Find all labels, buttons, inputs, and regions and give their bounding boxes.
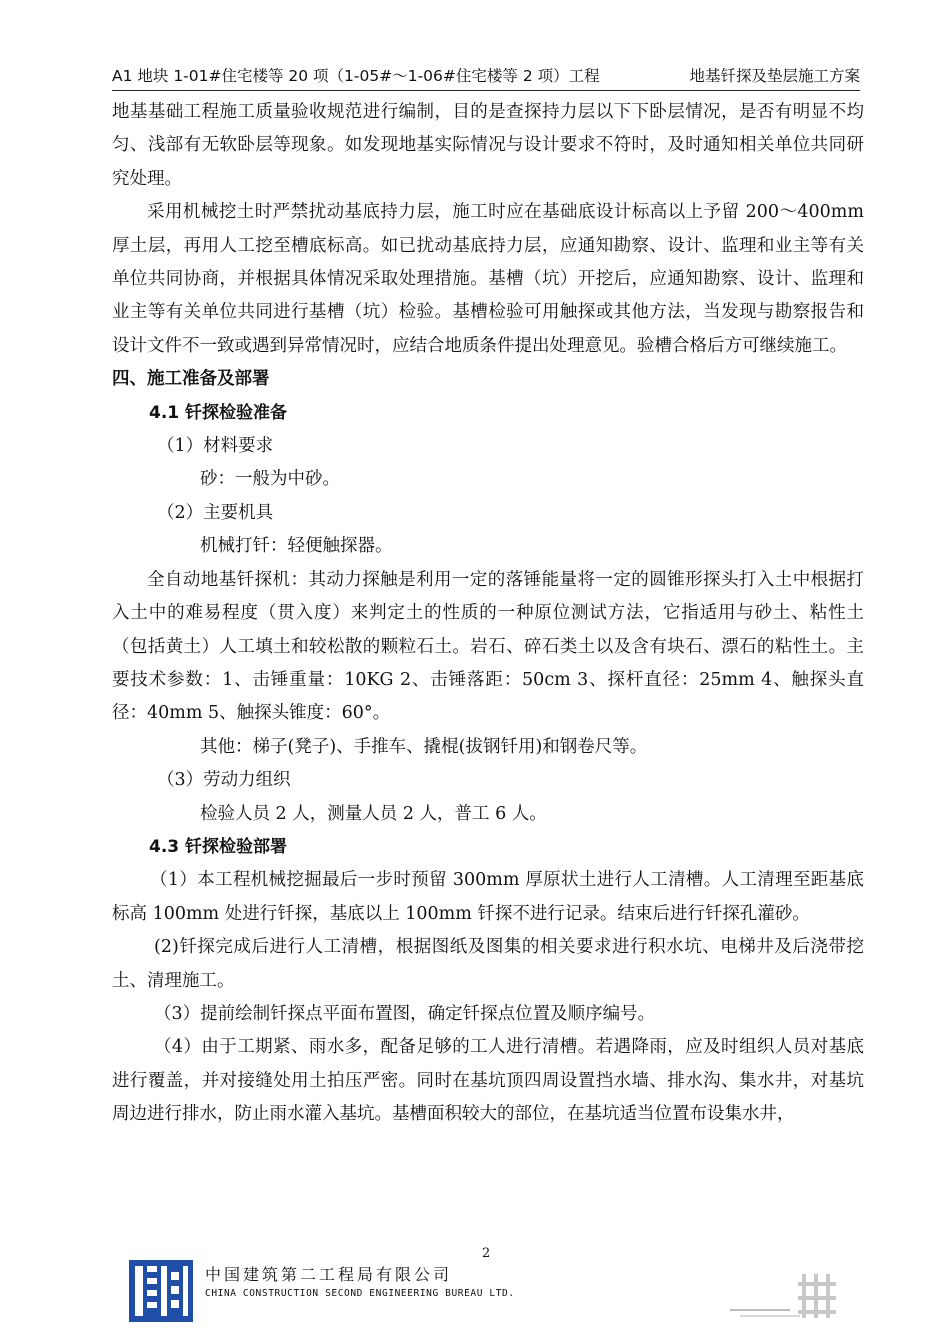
deployment-item: （4）由于工期紧、雨水多，配备足够的工人进行清槽。若遇降雨，应及时组织人员对基底进行覆盖，并对接缝处用土拍压严密。同时在基坑顶四周设置挡水墙、排水沟、集水井，对基坑周边进行排水，防止雨水灌入基坑。基槽面积较大的部位，在基坑适当位置布设集水井， <box>112 1037 864 1125</box>
machine-description: 全自动地基钎探机：其动力探触是利用一定的落锤能量将一定的圆锥形探头打入土中根据打入土中的难易程度（贯入度）来判定土的性质的一种原位测试方法，它指适用与砂土、粘性土（包括黄土）人工填土和较松散的颗粒石土。岩石、碎石类土以及含有块石、漂石的粘性土。主要技术参数：1、击锤重量：10KG 2、击锤落距：50cm 3、探杆直径：25mm 4、触探头直径：40mm 5、触探头锥度：60°。 <box>112 569 864 724</box>
subsection-heading-4-3: 4.3 钎探检验部署 <box>149 836 288 857</box>
item-labor-text: 检验人员 2 人，测量人员 2 人，普工 6 人。 <box>200 803 547 824</box>
footer-company-cn: 中国建筑第二工程局有限公司 <box>205 1265 453 1284</box>
company-logo-icon <box>129 1256 193 1326</box>
item-labor-title: （3）劳动力组织 <box>157 770 291 791</box>
deployment-item: （3）提前绘制钎探点平面布置图，确定钎探点位置及顺序编号。 <box>154 1003 656 1024</box>
deployment-item: (2)钎探完成后进行人工清槽，根据图纸及图集的相关要求进行积水坑、电梯井及后浇带挖土、清理施工。 <box>112 937 864 991</box>
subsection-heading-4-1: 4.1 钎探检验准备 <box>149 402 288 423</box>
page-header <box>112 64 860 91</box>
footer-decoration-icon <box>730 1262 840 1322</box>
page-body <box>112 96 864 1132</box>
paragraph-continued: 地基基础工程施工质量验收规范进行编制，目的是查探持力层以下下卧层情况，是否有明显不均匀、浅部有无软卧层等现象。如发现地基实际情况与设计要求不符时，及时通知相关单位共同研究处理。 <box>112 102 864 189</box>
item-tools-title: （2）主要机具 <box>157 502 274 523</box>
section-heading-4: 四、施工准备及部署 <box>112 369 270 390</box>
footer-company-en: CHINA CONSTRUCTION SECOND ENGINEERING BUREAU LTD. <box>205 1288 515 1299</box>
item-materials-text: 砂：一般为中砂。 <box>200 469 340 490</box>
item-tools-text: 机械打钎：轻便触探器。 <box>200 536 393 557</box>
page-number: 2 <box>482 1246 491 1261</box>
paragraph-excavation: 采用机械挖土时严禁扰动基底持力层，施工时应在基础底设计标高以上予留 200～400mm 厚土层，再用人工挖至槽底标高。如已扰动基底持力层，应通知勘察、设计、监理和业主等有关单位共同协商，并根据具体情况采取处理措施。基槽（坑）开挖后，应通知勘察、设计、监理和业主等有关单位共同进行基槽（坑）检验。基槽检验可用触探或其他方法，当发现与勘察报告和设计文件不一致或遇到异常情况时，应结合地质条件提出处理意见。验槽合格后方可继续施工。 <box>112 202 864 356</box>
other-tools: 其他：梯子(凳子)、手推车、撬棍(拔钢钎用)和钢卷尺等。 <box>200 736 648 757</box>
deployment-item: （1）本工程机械挖掘最后一步时预留 300mm 厚原状土进行人工清槽。人工清理至距基底标高 100mm 处进行钎探，基底以上 100mm 钎探不进行记录。结束后进行钎探孔灌砂。 <box>112 870 864 924</box>
header-doc-title: 地基钎探及垫层施工方案 <box>689 67 860 85</box>
item-materials-title: （1）材料要求 <box>157 436 274 457</box>
header-project-title: A1 地块 1-01#住宅楼等 20 项（1-05#～1-06#住宅楼等 2 项）工程 <box>112 67 600 85</box>
